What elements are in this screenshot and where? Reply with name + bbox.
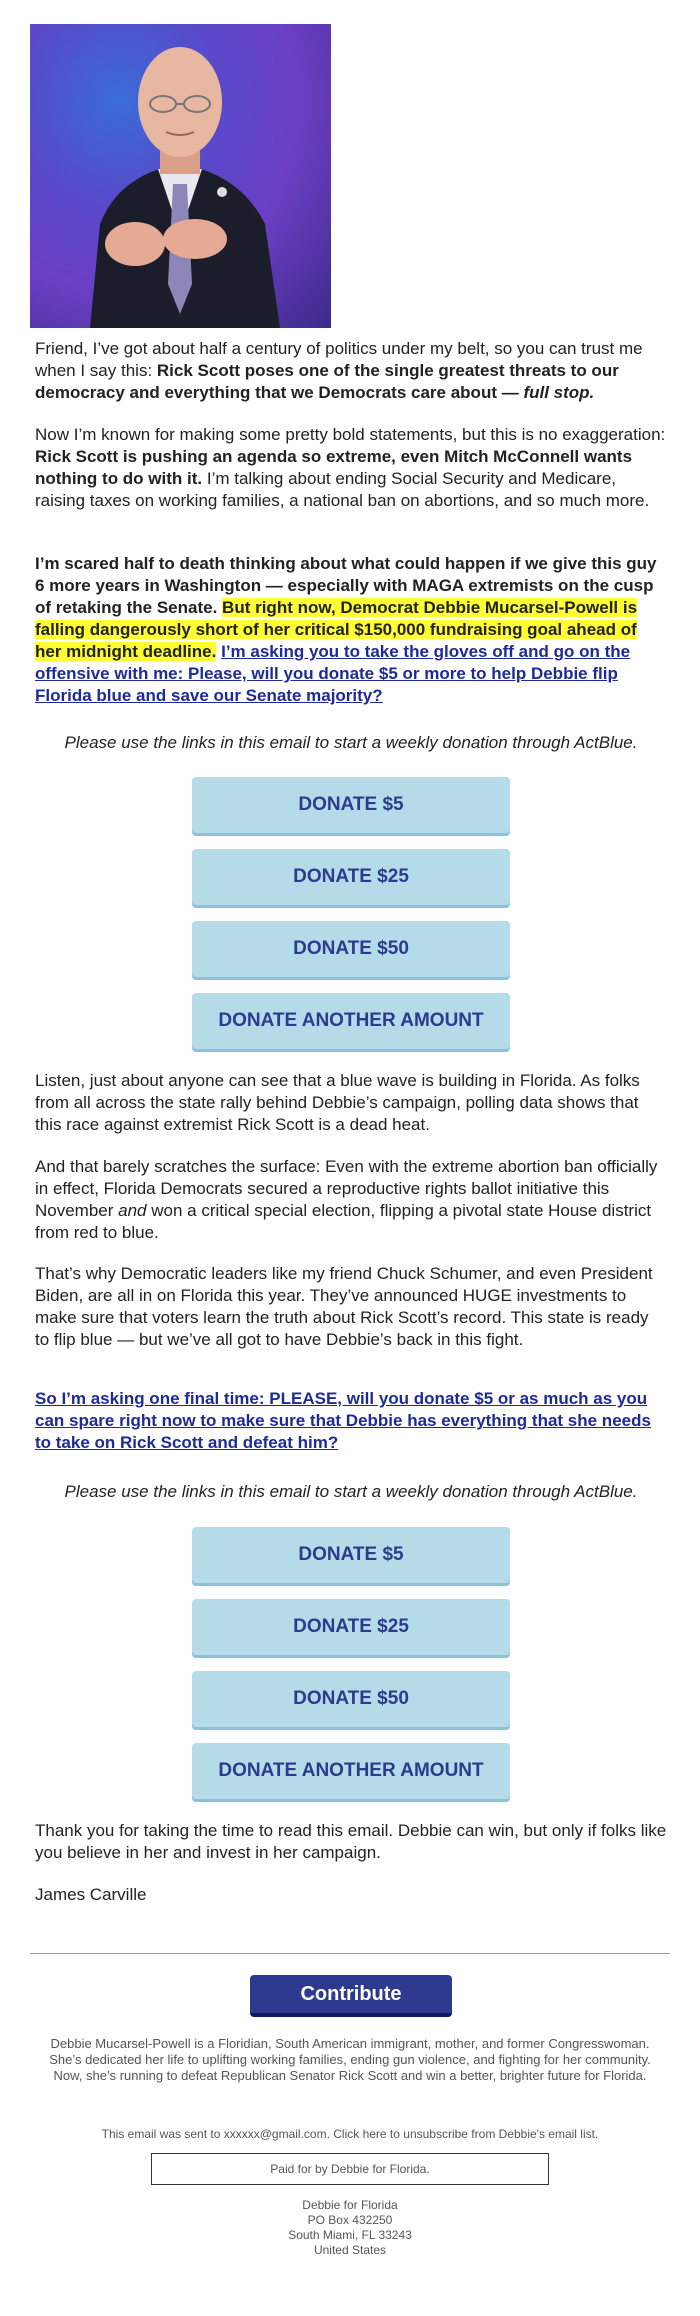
agenda-rest: I’m talking about ending Social Security and Medicare, raising taxes on working families, a national ban on abortions, and so much more. <box>35 469 650 510</box>
signature-text: James Carville <box>35 1885 147 1904</box>
abortion-text-a: And that barely scratches the surface: Even with the extreme abortion ban officially in effect, Florida Democrats secured a reproductive rights ballot initiative this November <box>35 1157 658 1220</box>
address-line: Debbie for Florida <box>302 2198 398 2212</box>
address-line: South Miami, FL 33243 <box>288 2228 412 2242</box>
unsubscribe-notice[interactable]: This email was sent to xxxxxx@gmail.com. Click here to unsubscribe from Debbie's email list. <box>101 2127 599 2141</box>
final-ask-link[interactable]: So I’m asking one final time: PLEASE, will you donate $5 or as much as you can spare right now to make sure that Debbie has everything that she needs to take on Rick Scott and defeat him? <box>35 1389 651 1452</box>
paid-for-box <box>151 2153 549 2185</box>
intro-bold: Rick Scott poses one of the single greatest threats to our democracy and everything that we Democrats care about — <box>35 361 619 402</box>
donate-50-button[interactable]: DONATE $50 <box>192 921 510 977</box>
agenda-paragraph <box>35 424 667 512</box>
abortion-italic: and <box>118 1201 147 1220</box>
address-line: United States <box>313 2243 387 2257</box>
mailing-address <box>200 2198 500 2258</box>
donate-25-button-2[interactable]: DONATE $25 <box>192 1599 510 1655</box>
final-ask-paragraph <box>35 1388 667 1454</box>
address-line: PO Box 432250 <box>307 2213 393 2227</box>
closing-text: Thank you for taking the time to read this email. Debbie can win, but only if folks like you believe in her and invest in her campaign. <box>35 1821 667 1862</box>
abortion-ban-paragraph <box>35 1156 667 1244</box>
paid-for-text: Paid for by Debbie for Florida. <box>270 2162 430 2176</box>
footer-divider <box>30 1953 670 1954</box>
weekly-donation-note: Please use the links in this email to start a weekly donation through ActBlue. <box>64 733 638 752</box>
intro-text: Friend, I’ve got about half a century of politics under my belt, so you can trust me when I say this: <box>35 339 643 380</box>
donate-other-button[interactable]: DONATE ANOTHER AMOUNT <box>192 993 510 1049</box>
donate-50-button-2[interactable]: DONATE $50 <box>192 1671 510 1727</box>
abortion-text-b: won a critical special election, flipping a pivotal state House district from red to blue. <box>35 1201 652 1242</box>
candidate-bio: Debbie Mucarsel-Powell is a Floridian, South American immigrant, mother, and former Congresswoman. She’s dedicated her life to uplifting working families, ending gun violence, and fighting for her community. Now, she’s running to defeat Republican Senator Rick Scott and win a better, brighter future for Florida. <box>49 2036 651 2083</box>
contribute-button[interactable]: Contribute <box>250 1975 452 2017</box>
leaders-paragraph <box>35 1263 667 1351</box>
agenda-text: Now I’m known for making some pretty bold statements, but this is no exaggeration: <box>35 425 666 444</box>
deadline-highlight: But right now, Democrat Debbie Mucarsel-Powell is falling dangerously short of her critical $150,000 fundraising goal ahead of her midnight deadline. <box>35 598 638 661</box>
donate-25-button[interactable]: DONATE $25 <box>192 849 510 905</box>
agenda-bold: Rick Scott is pushing an agenda so extreme, even Mitch McConnell wants nothing to do with it. <box>35 447 633 488</box>
deadline-bold: I’m scared half to death thinking about what could happen if we give this guy 6 more years in Washington — especially with MAGA extremists on the cusp of retaking the Senate. <box>35 554 657 617</box>
blue-wave-text: Listen, just about anyone can see that a blue wave is building in Florida. As folks from all across the state rally behind Debbie’s campaign, polling data shows that this race against extremist Rick Scott is a dead heat. <box>35 1071 640 1134</box>
donate-5-button[interactable]: DONATE $5 <box>192 777 510 833</box>
signature <box>35 1884 667 1906</box>
header-photo <box>30 24 331 328</box>
intro-italic: full stop. <box>523 383 595 402</box>
blue-wave-paragraph <box>35 1070 667 1136</box>
closing-paragraph <box>35 1820 667 1864</box>
donate-other-button-2[interactable]: DONATE ANOTHER AMOUNT <box>192 1743 510 1799</box>
donate-5-button-2[interactable]: DONATE $5 <box>192 1527 510 1583</box>
weekly-donation-note-2: Please use the links in this email to start a weekly donation through ActBlue. <box>64 1482 638 1501</box>
deadline-paragraph <box>35 553 667 707</box>
intro-paragraph <box>35 338 667 404</box>
leaders-text: That’s why Democratic leaders like my friend Chuck Schumer, and even President Biden, are all in on Florida this year. They’ve announced HUGE investments to make sure that voters learn the truth about Rick Scott’s record. This state is ready to flip blue — but we’ve all got to have Debbie’s back in this fight. <box>35 1264 653 1349</box>
donate-ask-link[interactable]: I’m asking you to take the gloves off and go on the offensive with me: Please, will you donate $5 or more to help Debbie flip Florida blue and save our Senate majority? <box>35 642 631 705</box>
